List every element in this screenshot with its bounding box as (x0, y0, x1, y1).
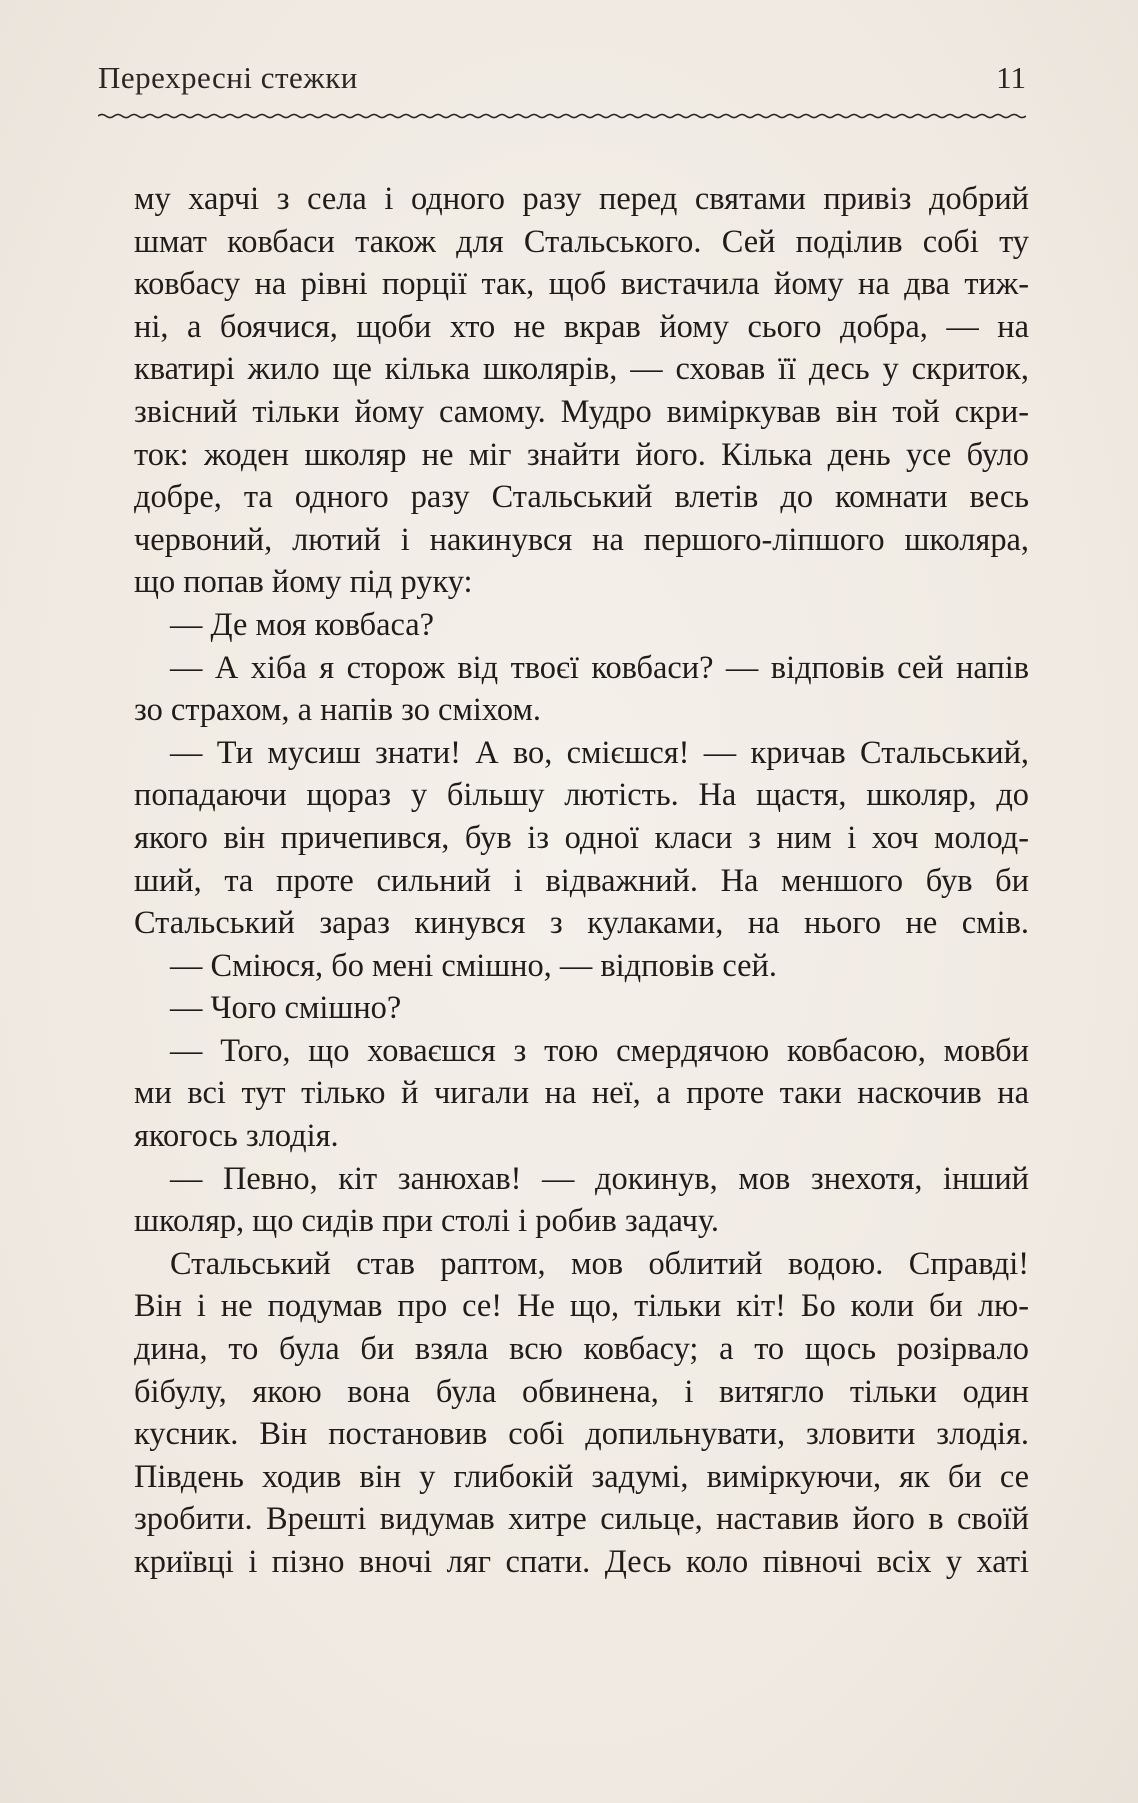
dialogue-line: — Ти мусиш знати! А во, смієшся! — кричав Стальський, (170, 734, 1029, 771)
dialogue-line: — Чого смішно? (170, 990, 402, 1027)
text-line: ший, та проте сильний і відважний. На меншого був би (134, 862, 1029, 899)
running-title: Перехресні стежки (98, 60, 358, 95)
wavy-rule-icon (98, 108, 1026, 124)
text-line: якого він причепився, був із одної класи з ним і хоч молод- (134, 819, 1029, 856)
text-line: шмат ковбаси також для Стальського. Сей поділив собі ту (134, 223, 1029, 260)
text-line: звісний тільки йому самому. Мудро виміркував він той скри- (134, 393, 1029, 430)
text-line: кусник. Він постановив собі допильнувати, зловити злодія. (134, 1416, 1029, 1453)
body-text (134, 178, 1029, 1584)
running-head (98, 60, 1026, 104)
text-line: зо страхом, а напів зо сміхом. (134, 692, 542, 729)
text-line: дина, то була би взяла всю ковбасу; а то щось розірвало (134, 1331, 1029, 1368)
text-line: ковбасу на рівні порції так, щоб вистачила йому на два тиж- (134, 266, 1029, 303)
text-line: криївці і пізно вночі ляг спати. Десь коло півночі всіх у хаті (134, 1544, 1029, 1580)
dialogue-line: — Де моя ковбаса? (170, 606, 435, 643)
text-line: ми всі тут тілько й чигали на неї, а проте таки наскочив на (134, 1075, 1029, 1112)
text-line: Південь ходив він у глибокій задумі, виміркуючи, як би се (134, 1458, 1029, 1495)
text-line: му харчі з села і одного разу перед святами привіз добрий (134, 181, 1029, 217)
text-line: добре, та одного разу Стальський влетів до комнати весь (134, 479, 1029, 516)
text-line: якогось злодія. (134, 1118, 339, 1155)
text-line: бібулу, якою вона була обвинена, і витягло тільки один (134, 1373, 1029, 1410)
text-line: Стальський зараз кинувся з кулаками, на нього не смів. (134, 905, 1029, 942)
dialogue-line: — А хіба я сторож від твоєї ковбаси? — відповів сей напів (170, 649, 1029, 686)
text-line: попадаючи щораз у більшу лютість. На щастя, школяр, до (134, 777, 1029, 814)
page-number: 11 (996, 60, 1026, 95)
text-line: ток: жоден школяр не міг знайти його. Кілька день усе було (134, 436, 1029, 473)
dialogue-line: — Певно, кіт занюхав! — докинув, мов знехотя, інший (170, 1160, 1029, 1197)
text-line: зробити. Врешті видумав хитре сильце, наставив його в своїй (134, 1501, 1029, 1538)
dialogue-line: — Сміюся, бо мені смішно, — відповів сей. (170, 947, 777, 984)
text-line: що попав йому під руку: (134, 564, 473, 601)
text-line: ні, а боячися, щоби хто не вкрав йому сього добра, — на (134, 308, 1029, 345)
text-line: Він і не подумав про се! Не що, тільки кіт! Бо коли би лю- (134, 1288, 1029, 1325)
text-line: кватирі жило ще кілька школярів, — сховав її десь у скриток, (134, 351, 1029, 388)
paragraph-start-line: Стальський став раптом, мов облитий водою. Справді! (170, 1245, 1029, 1282)
dialogue-line: — Того, що ховаєшся з тою смердячою ковбасою, мовби (170, 1032, 1029, 1069)
text-line: школяр, що сидів при столі і робив задачу. (134, 1203, 719, 1240)
text-line: червоний, лютий і накинувся на першого-ліпшого школяра, (134, 521, 1029, 558)
